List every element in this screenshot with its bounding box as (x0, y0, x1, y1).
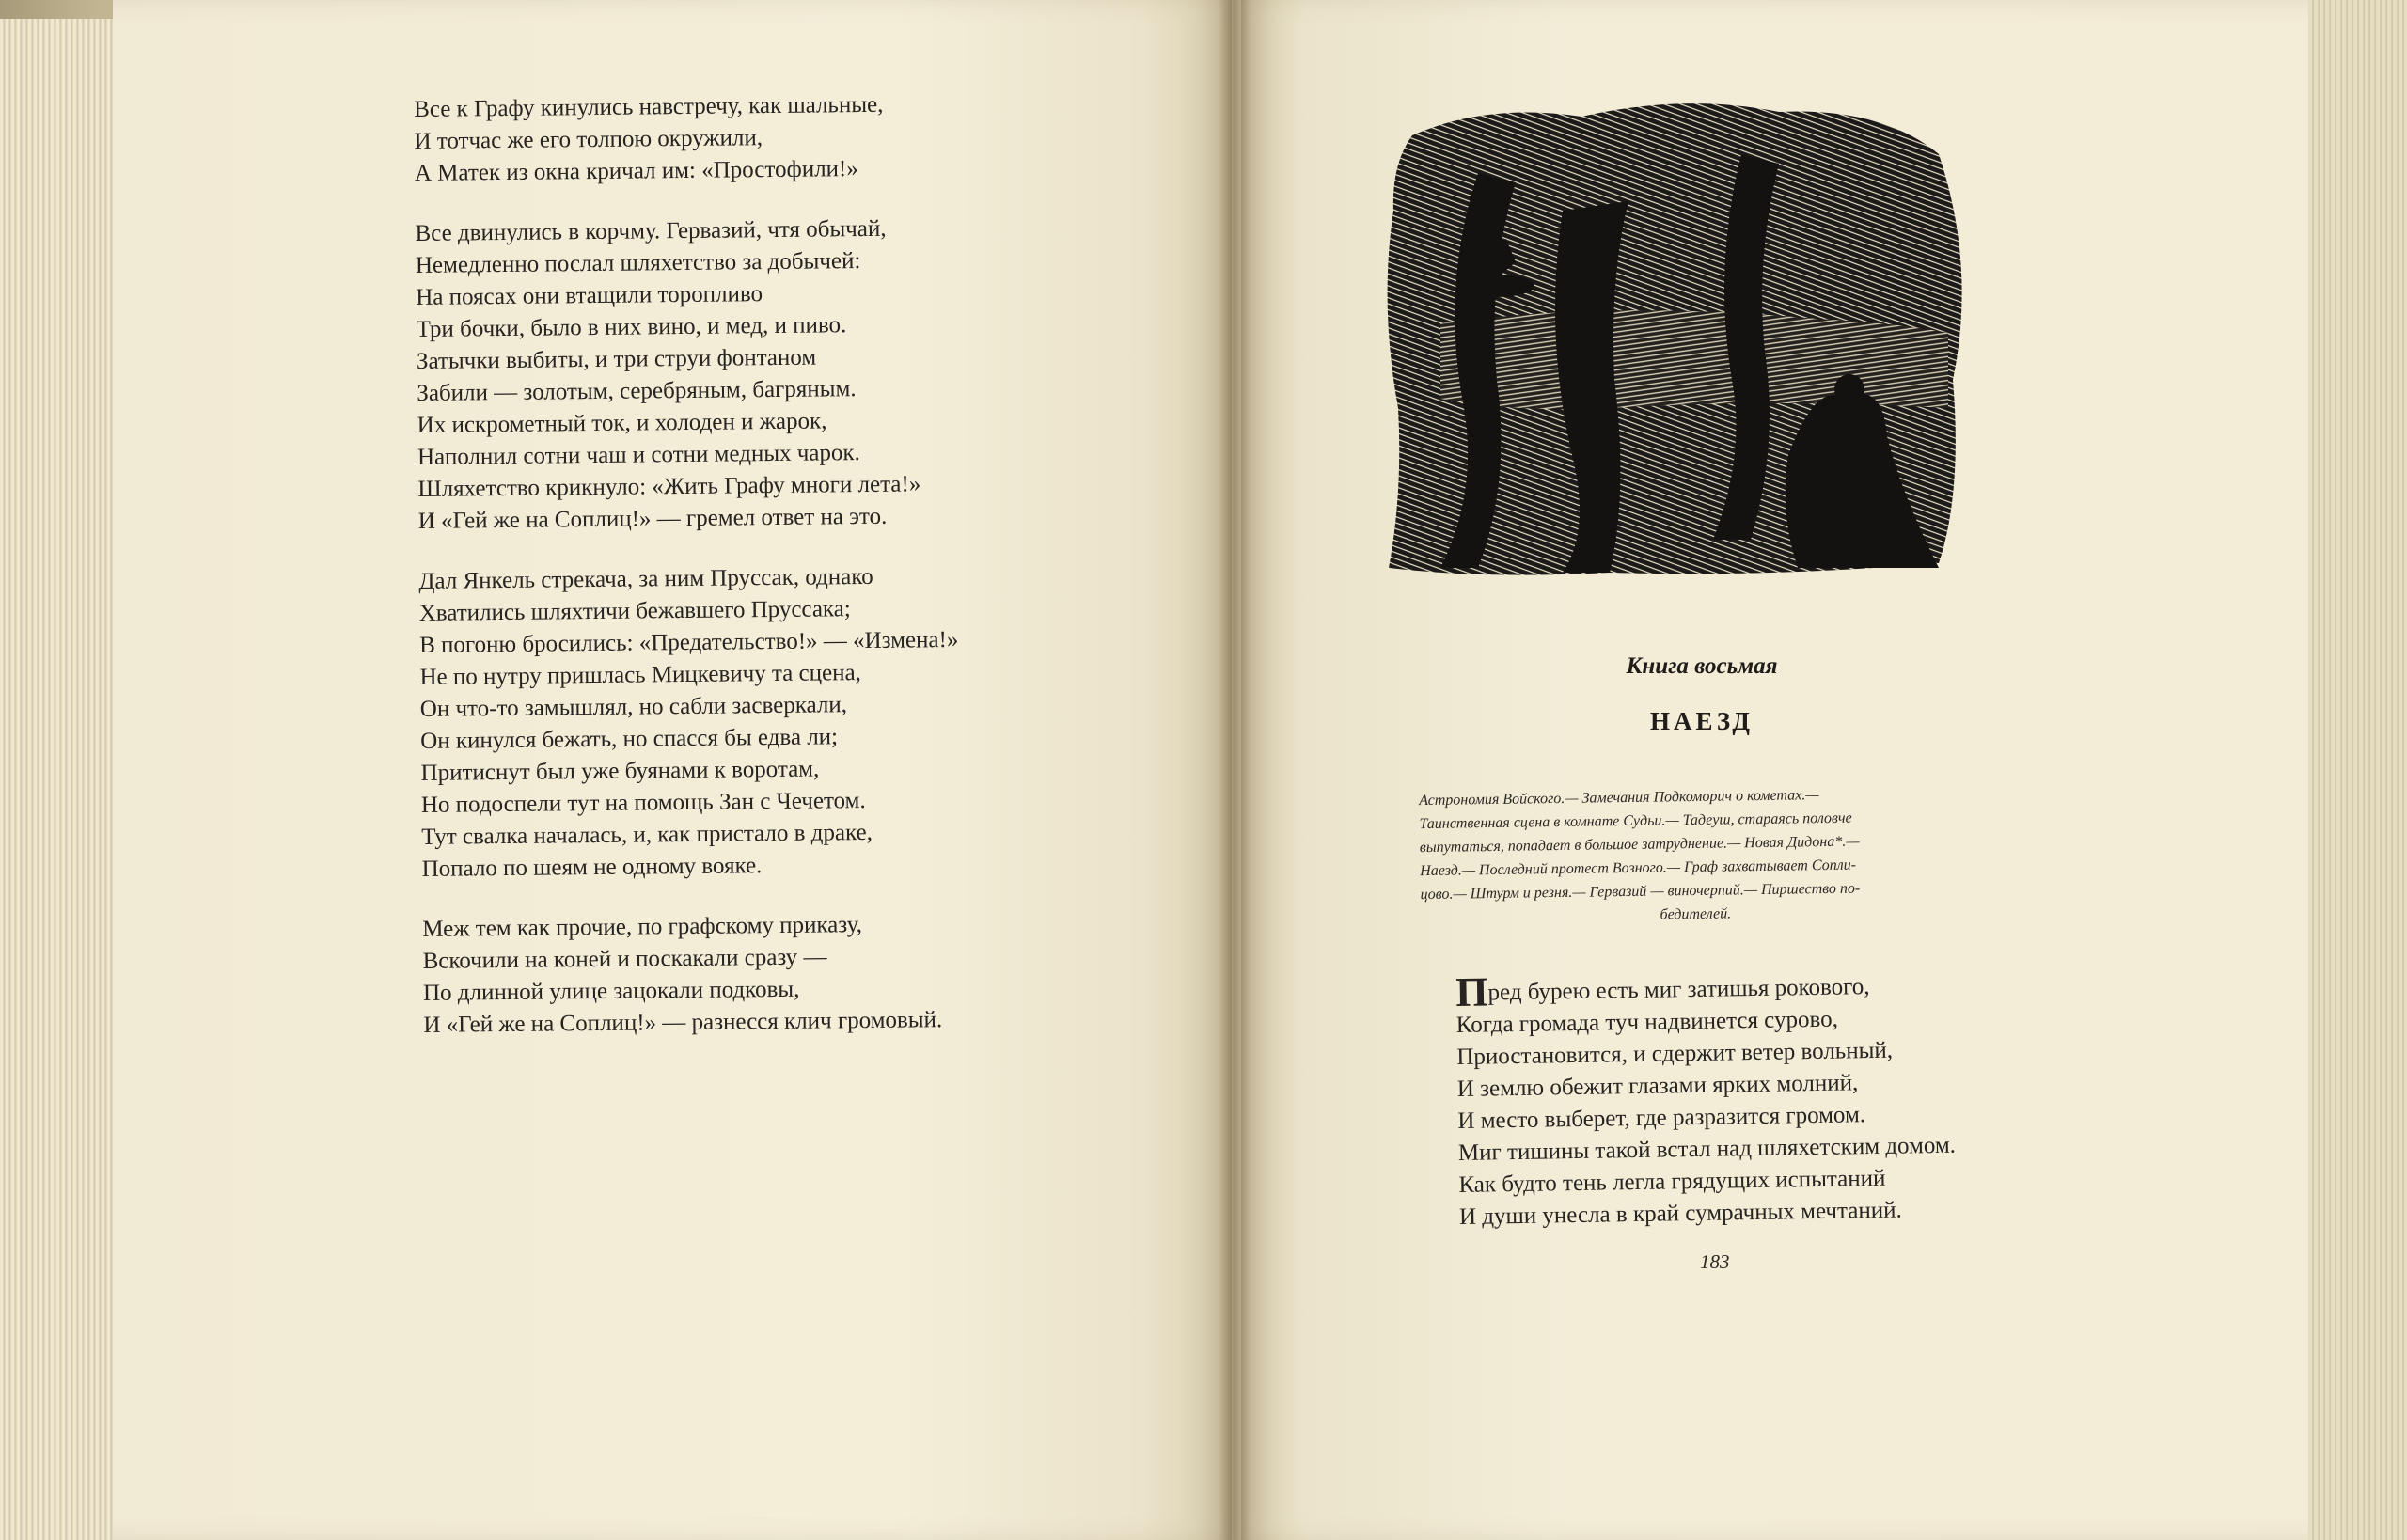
verse-line: И души унесла в край сумрачных мечтаний. (1458, 1197, 1902, 1230)
verse-line: Не по нутру пришлась Мицкевичу та сцена, (419, 660, 861, 690)
stanza (422, 908, 963, 1042)
verse-line-rest: ред бурею есть миг затишья рокового, (1487, 974, 1870, 1006)
verse-line: Он что-то замышлял, но сабли засверкали, (419, 692, 848, 722)
verse-line: Хватились шляхтичи бежавшего Пруссака; (418, 596, 851, 626)
argument-line: бедителей. (1660, 905, 1732, 923)
left-page-verse (414, 88, 963, 1070)
verse-line: И тотчас же его толпою окружили, (414, 125, 763, 154)
verse-line: Все двинулись в корчму. Гервазий, чтя обычай, (415, 215, 887, 246)
verse-line: Вскочили на коней и поскакали сразу — (422, 944, 827, 974)
stanza (418, 560, 961, 886)
verse-line: А Матек из окна кричал им: «Простофили!» (414, 156, 858, 186)
verse-line: И «Гей же на Соплиц!» — гремел ответ на это. (417, 503, 888, 534)
verse-line: Все к Графу кинулись навстречу, как шальные, (414, 91, 884, 122)
book-gutter (1219, 0, 1251, 1540)
verse-line: Наполнил сотни чаш и сотни медных чарок. (417, 440, 860, 470)
verse-line: Попало по шеям не одному вояке. (421, 853, 763, 882)
verse-line: Три бочки, было в них вино, и мед, и пиво. (416, 312, 847, 342)
verse-line: По длинной улице зацокали подковы, (422, 976, 800, 1006)
verse-line: И место выберет, где разразится громом. (1457, 1102, 1866, 1134)
verse-line: Он кинулся бежать, но спасся бы едва ли; (420, 724, 839, 754)
woodcut-illustration (1375, 98, 1967, 587)
verse-line: Когда громада туч надвинется сурово, (1455, 1006, 1839, 1038)
book-title: Книга восьмая (1626, 653, 1778, 679)
verse-line: Притиснут был уже буянами к воротам, (420, 756, 820, 786)
argument-line: выпутаться, попадает в большое затруднение.— Новая Дидона*.— (1419, 833, 1860, 856)
verse-line: Миг тишины такой встал над шляхетским домом. (1457, 1132, 1957, 1166)
argument-line: Наезд.— Последний протест Возного.— Граф захватывает Сопли- (1420, 856, 1857, 880)
chapter-argument (1419, 781, 1971, 930)
verse-line: На поясах они втащили торопливо (416, 281, 763, 310)
verse-line: Шляхетство крикнуло: «Жить Графу многи лета!» (417, 471, 921, 502)
argument-line: цово.— Штурм и резня.— Гервазий — виночерпий.— Пиршество по- (1420, 880, 1861, 904)
verse-line: Но подоспели тут на помощь Зан с Чечетом. (420, 788, 866, 818)
verse-line: Тут свалка началась, и, как пристало в драке, (421, 819, 873, 850)
verse-line: Затычки выбиты, и три струи фонтаном (416, 344, 817, 374)
verse-line: Их искрометный ток, и холоден и жарок, (417, 408, 827, 438)
left-page-block-edges (0, 19, 132, 1540)
verse-line: Приостановится, и сдержит ветер вольный, (1456, 1037, 1894, 1070)
verse-line: Как будто тень легла грядущих испытаний (1458, 1165, 1886, 1198)
verse-line: И «Гей же на Соплиц!» — разнесся клич громовый. (423, 1007, 943, 1038)
verse-line: В погоню бросились: «Предательство!» — «Измена!» (419, 626, 959, 658)
verse-line: Меж тем как прочие, по графскому приказу, (422, 912, 863, 942)
verse-line: Немедленно послал шляхетство за добычей: (415, 248, 861, 278)
argument-line: Астрономия Войского.— Замечания Подкоморич о кометах.— (1419, 787, 1819, 809)
page-number: 183 (1700, 1250, 1730, 1273)
stanza (414, 88, 953, 190)
verse-line: Дал Янкель стрекача, за ним Пруссак, однако (418, 563, 873, 594)
right-page-verse (1455, 970, 1957, 1234)
stanza (415, 212, 957, 538)
argument-line: Таинственная сцена в комнате Судьи.— Тадеуш, стараясь половче (1419, 809, 1852, 833)
verse-line: Забили — золотым, серебряным, багряным. (417, 376, 857, 406)
right-page-block-edges (2304, 0, 2407, 1540)
drop-cap: П (1455, 968, 1488, 1015)
verse-line: И землю обежит глазами ярких молний, (1456, 1070, 1859, 1102)
chapter-title: НАЕЗД (1649, 707, 1754, 735)
